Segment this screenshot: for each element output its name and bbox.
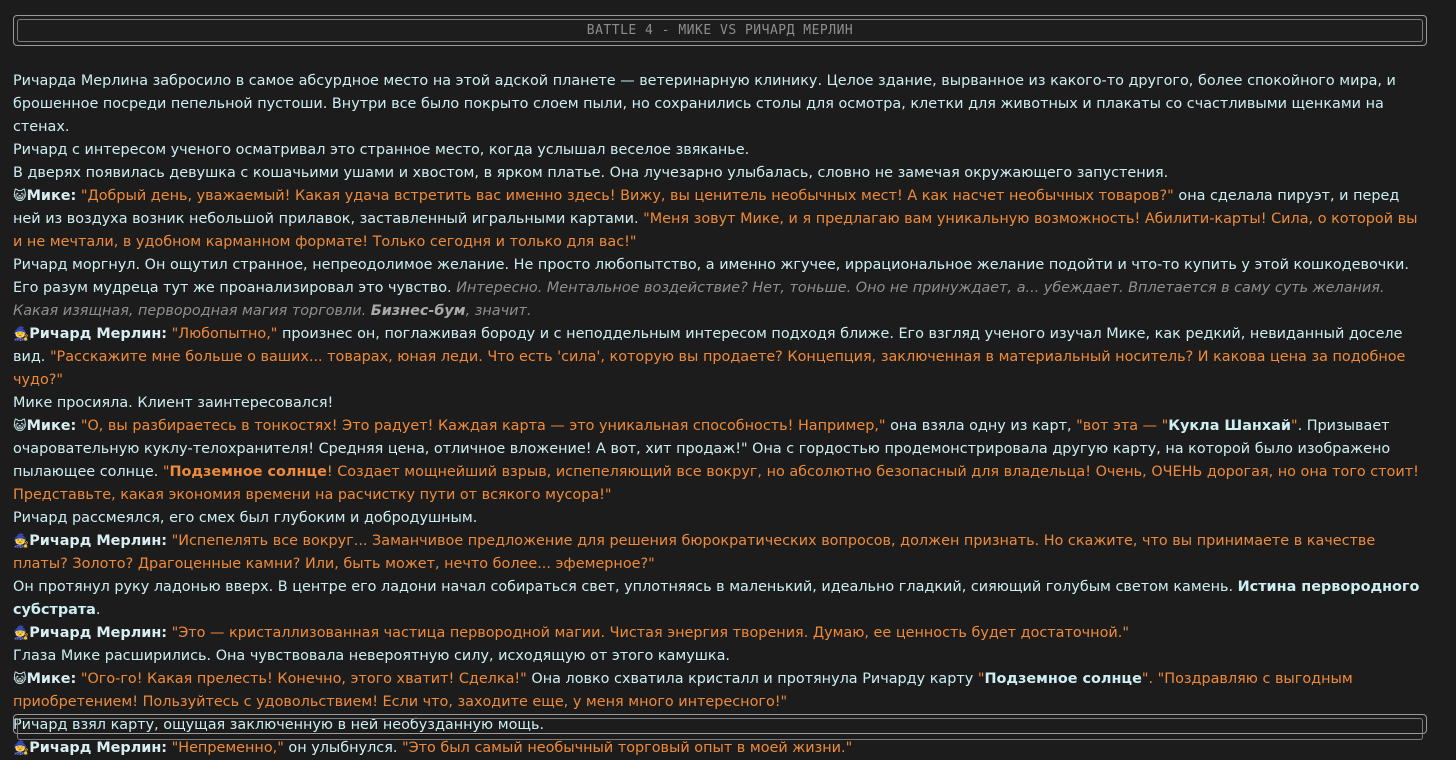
- dialogue-richard: 🧙Ричард Мерлин: "Это — кристаллизованная частица первородной магии. Чистая энергия творения. Думаю, ее ценность будет достаточной.": [13, 625, 1129, 641]
- mage-icon: 🧙: [13, 741, 30, 756]
- dialogue-mike: 😺Мике: "О, вы разбираетесь в тонкостях! Это радует! Каждая карта — это уникальная способность! Например," она взяла одну из карт, "вот эта — "Кукла Шанхай". Призывает очаровательную куклу-телохранителя! Средняя цена, отличное вложение! А вот, хит продаж!" Она с гордостью продемонстрировала другую карту, на которой было изображено пылающее солнце. "Подземное солнце! Создает мощнейший взрыв, испепеляющий все вокруг, но абсолютно безопасный для владельца! Очень, ОЧЕНЬ дорогая, но она того стоит! Представьте, какая экономия времени на расчистку пути от всякого мусора!": [13, 418, 1419, 503]
- narration-paragraph: Ричард моргнул. Он ощутил странное, непреодолимое желание. Не просто любопытство, а именно жгучее, иррациональное желание подойти и что-то купить у этой кошкодевочки. Его разум мудреца тут же проанализировал это чувство. Интересно. Ментальное воздействие? Нет, тоньше. Оно не принуждает, а... убеждает. Вплетается в саму суть желания. Какая изящная, первородная магия торговли. Бизнес-бум, значит.: [13, 257, 1409, 319]
- speaker-name: Мике:: [26, 418, 77, 434]
- mage-icon: 🧙: [13, 534, 30, 549]
- narration-paragraph: Глаза Мике расширились. Она чувствовала невероятную силу, исходящую от этого камушка.: [13, 648, 730, 664]
- mage-icon: 🧙: [13, 327, 30, 342]
- dialogue-richard: 🧙Ричард Мерлин: "Испепелять все вокруг... Заманчивое предложение для решения бюрократических вопросов, должен признать. Но скажите, что вы принимаете в качестве платы? Золото? Драгоценные камни? Или, быть может, нечто более... эфемерное?": [13, 533, 1376, 572]
- speaker-name: Ричард Мерлин:: [29, 326, 168, 342]
- narration-paragraph: Мике просияла. Клиент заинтересовался!: [13, 395, 334, 411]
- narration-paragraph: Ричард взял карту, ощущая заключенную в ней необузданную мощь.: [13, 717, 545, 733]
- mage-icon: 🧙: [13, 626, 30, 641]
- battle-banner: [13, 15, 1427, 46]
- dialogue-richard: 🧙Ричард Мерлин: "Непременно," он улыбнулся. "Это был самый необычный торговый опыт в моей жизни.": [13, 740, 853, 756]
- narration-paragraph: В дверях появилась девушка с кошачьими ушами и хвостом, в ярком платье. Она лучезарно улыбалась, словно не замечая окружающего запустения.: [13, 165, 1169, 181]
- cat-face-icon: 😺: [13, 419, 27, 434]
- speaker-name: Мике:: [26, 671, 77, 687]
- narration-paragraph: Он протянул руку ладонью вверх. В центре его ладони начал собираться свет, уплотняясь в маленький, идеально гладкий, сияющий голубым светом камень. Истина первородного субстрата.: [13, 579, 1420, 618]
- battle-title: BATTLE 4 - МИКЕ VS РИЧАРД МЕРЛИН: [17, 19, 1423, 42]
- story-text: [13, 70, 1431, 760]
- next-battle-banner: [13, 714, 1427, 734]
- speaker-name: Ричард Мерлин:: [29, 740, 168, 756]
- card-name: Подземное солнце: [984, 671, 1142, 687]
- inner-thought: Интересно. Ментальное воздействие? Нет, тоньше. Оно не принуждает, а... убеждает. Вплетается в саму суть желания. Какая изящная, первородная магия торговли.: [13, 280, 1385, 319]
- narration-paragraph: Ричарда Мерлина забросило в самое абсурдное место на этой адской планете — ветеринарную клинику. Целое здание, вырванное из какого-то другого, более спокойного мира, и брошенное посреди пепельной пустоши. Внутри все было покрыто слоем пыли, но сохранились столы для осмотра, клетки для животных и плакаты со счастливыми щенками на стенах.: [13, 73, 1396, 135]
- narration-paragraph: Ричард с интересом ученого осматривал это странное место, когда услышал веселое звяканье.: [13, 142, 750, 158]
- cat-face-icon: 😺: [13, 189, 27, 204]
- speaker-name: Ричард Мерлин:: [29, 533, 168, 549]
- dialogue-mike: 😺Мике: "Ого-го! Какая прелесть! Конечно, этого хватит! Сделка!" Она ловко схватила кристалл и протянула Ричарду карту "Подземное солнце". "Поздравляю с выгодным приобретением! Пользуйтесь с удовольствием! Если что, заходите еще, у меня много интересного!": [13, 671, 1353, 710]
- card-name: Кукла Шанхай: [1168, 418, 1291, 434]
- dialogue-mike: 😺Мике: "Добрый день, уважаемый! Какая удача встретить вас именно здесь! Вижу, вы ценитель необычных мест! А как насчет необычных товаров?" она сделала пируэт, и перед ней из воздуха возник небольшой прилавок, заставленный игральными картами. "Меня зовут Мике, и я предлагаю вам уникальную возможность! Абилити-карты! Сила, о которой вы и не мечтали, в удобном карманном формате! Только сегодня и только для вас!": [13, 188, 1418, 250]
- speaker-name: Ричард Мерлин:: [29, 625, 168, 641]
- cat-face-icon: 😺: [13, 672, 27, 687]
- card-name: Подземное солнце: [169, 464, 327, 480]
- dialogue-richard: 🧙Ричард Мерлин: "Любопытно," произнес он, поглаживая бороду и с неподдельным интересом подходя ближе. Его взгляд ученого изучал Мике, как редкий, невиданный доселе вид. "Расскажите мне больше о ваших... товарах, юная леди. Что есть 'сила', которую вы продаете? Концепция, заключенная в материальный носитель? И какова цена за подобное чудо?": [13, 326, 1406, 388]
- item-name: Истина первородного субстрата: [13, 579, 1420, 618]
- skill-name: Бизнес-бум: [370, 303, 466, 319]
- narration-paragraph: Ричард рассмеялся, его смех был глубоким и добродушным.: [13, 510, 478, 526]
- speaker-name: Мике:: [26, 188, 77, 204]
